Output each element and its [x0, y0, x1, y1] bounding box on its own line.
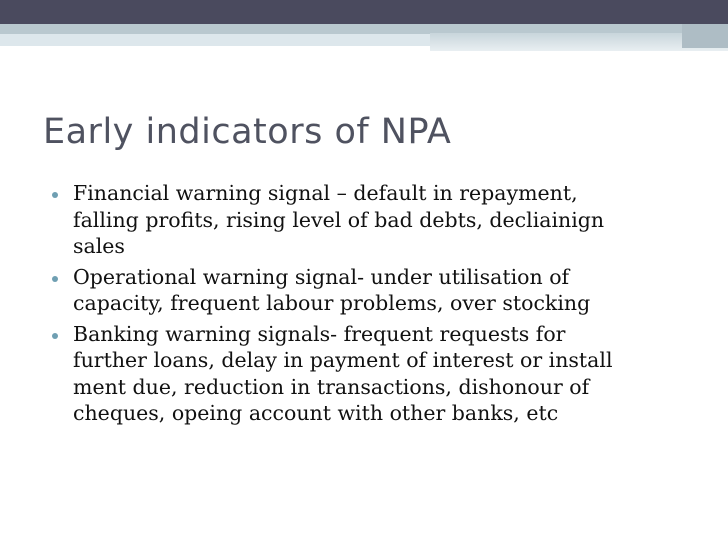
- bullet-line: capacity, frequent labour problems, over stocking: [73, 291, 591, 315]
- bullet-line: falling profits, rising level of bad debts, decliainign: [73, 207, 605, 232]
- bullet-line: sales: [73, 234, 125, 258]
- bullet-line: further loans, delay in payment of interest or install: [73, 348, 613, 372]
- bullet-dot-icon: [52, 192, 58, 198]
- top-band-tab-right: [682, 24, 728, 48]
- bullet-dot-icon: [52, 276, 58, 282]
- bullet-line: Operational warning signal- under utilisation of: [73, 264, 570, 289]
- bullet-list: [51, 180, 711, 431]
- bullet-line: Financial warning signal – default in repayment,: [73, 181, 578, 205]
- slide-title: Early indicators of NPA: [43, 112, 452, 152]
- bullet-item-operational: [51, 264, 711, 317]
- bullet-line: Banking warning signals- frequent requests for: [73, 321, 566, 346]
- bullet-item-banking: [51, 321, 711, 427]
- top-banner: [0, 0, 728, 24]
- bullet-item-financial: [51, 180, 711, 260]
- bullet-line: ment due, reduction in transactions, dishonour of: [73, 374, 590, 399]
- bullet-line: cheques, opeing account with other banks, etc: [73, 401, 559, 425]
- bullet-dot-icon: [52, 333, 58, 339]
